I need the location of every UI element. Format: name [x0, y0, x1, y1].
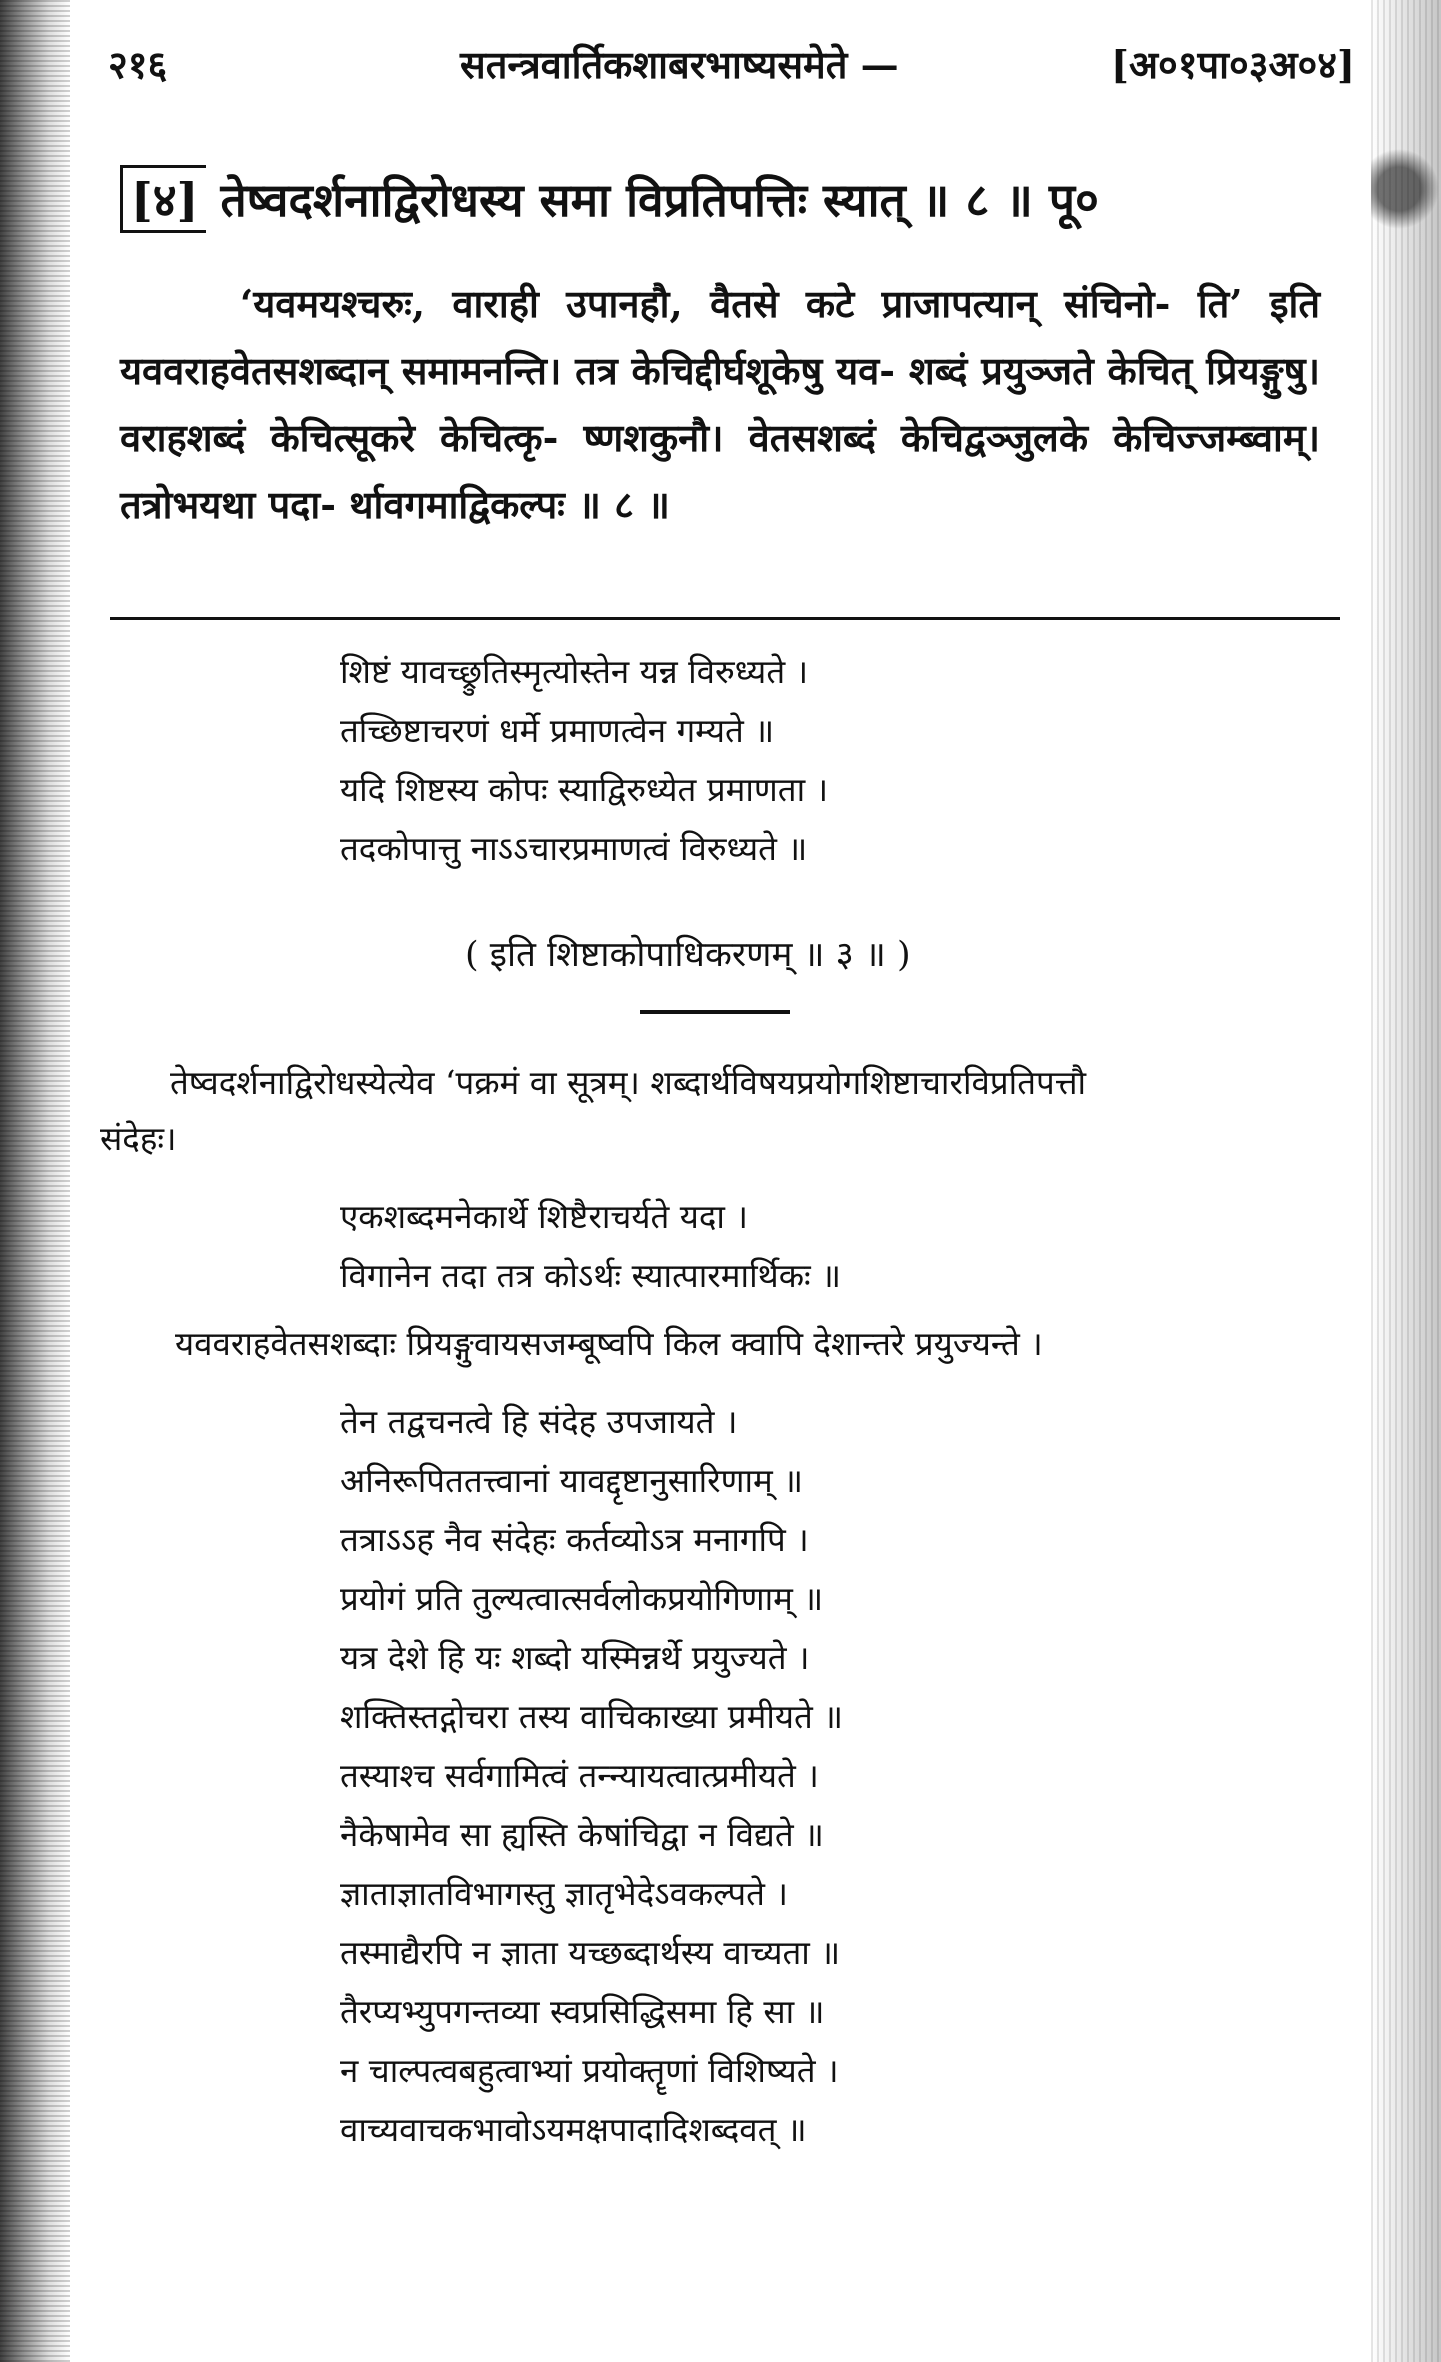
short-divider	[640, 1010, 790, 1014]
verse-line: यदि शिष्टस्य कोपः स्याद्विरुध्येत प्रमाणता ।	[340, 770, 829, 809]
verse-line: तस्याश्च सर्वगामित्वं तन्न्यायत्वात्प्रमीयते ।	[340, 1756, 819, 1795]
prose-line: संदेहः।	[100, 1119, 177, 1158]
verse-line: विगानेन तदा तत्र कोऽर्थः स्यात्पारमार्थिकः ॥	[340, 1256, 841, 1295]
sutra-text: तेष्वदर्शनाद्विरोधस्य समा विप्रतिपत्तिः स्यात् ॥ ८ ॥ पू०	[220, 173, 1099, 227]
prose-paragraph-1	[100, 1055, 1350, 1167]
prose-line: तेष्वदर्शनाद्विरोधस्येत्येव ‘पक्रमं वा सूत्रम्। शब्दार्थविषयप्रयोगशिष्टाचारविप्रतिपत्तौ	[170, 1063, 1087, 1102]
prose-paragraph-2: यववराहवेतसशब्दाः प्रियङ्गुवायसजम्बूष्वपि किल क्वापि देशान्तरे प्रयुज्यन्ते ।	[175, 1324, 1043, 1363]
verse-block-1	[340, 645, 1340, 881]
verse-line: तैरप्यभ्युपगन्तव्या स्वप्रसिद्धिसमा हि सा ॥	[340, 1992, 825, 2031]
verse-line: ज्ञाताज्ञातविभागस्तु ज्ञातृभेदेऽवकल्पते ।	[340, 1874, 788, 1913]
bhashya-line: ति’ इति यववराहवेतसशब्दान् समामनन्ति। तत्र केचिद्दीर्घशूकेषु यव-	[120, 281, 1321, 393]
verse-line: शिष्टं यावच्छ्रुतिस्मृत्योस्तेन यन्न विरुध्यते ।	[340, 652, 809, 691]
scan-shadow-right	[1371, 0, 1441, 2362]
verse-line: अनिरूपिततत्त्वानां यावद्दृष्टानुसारिणाम् ॥	[340, 1461, 804, 1500]
verse-line: शक्तिस्तद्गोचरा तस्य वाचिकाख्या प्रमीयते ॥	[340, 1697, 844, 1736]
verse-line: तच्छिष्टाचरणं धर्मे प्रमाणत्वेन गम्यते ॥	[340, 711, 775, 750]
adhikarana-colophon: ( इति शिष्टाकोपाधिकरणम् ॥ ३ ॥ )	[465, 935, 911, 975]
verse-block-3	[340, 1395, 1340, 2162]
bhashya-line: ष्णशकुनौ। वेतसशब्दं केचिद्वञ्जुलके केचिज्जम्ब्वाम्। तत्रोभयथा पदा-	[120, 415, 1320, 527]
section-reference: [अ०१पा०३अ०४]	[1110, 42, 1355, 87]
verse-line: वाच्यवाचकभावोऽयमक्षपादादिशब्दवत् ॥	[340, 2110, 807, 2149]
verse-line: नैकेषामेव सा ह्यस्ति केषांचिद्वा न विद्यते ॥	[340, 1815, 824, 1854]
bhashya-line: ‘यवमयश्चरुः, वाराही उपानहौ, वैतसे कटे प्राजापत्यान् संचिनो-	[240, 281, 1171, 326]
section-divider	[110, 617, 1340, 620]
sutra-heading	[120, 165, 1350, 233]
page-header	[100, 38, 1355, 108]
running-title: सतन्त्रवार्तिकशाबरभाष्यसमेते —	[460, 42, 899, 87]
verse-line: न चाल्पत्वबहुत्वाभ्यां प्रयोक्तॄणां विशिष्यते ।	[340, 2051, 839, 2090]
verse-line: तत्राऽऽह नैव संदेहः कर्तव्योऽत्र मनागपि ।	[340, 1520, 809, 1559]
verse-block-2	[340, 1190, 1340, 1308]
verse-line: तदकोपात्तु नाऽऽचारप्रमाणत्वं विरुध्यते ॥	[340, 829, 808, 868]
bhashya-commentary	[120, 270, 1320, 538]
sutra-number: [४]	[120, 165, 206, 233]
page-number: २१६	[108, 42, 168, 87]
scan-shadow-left	[0, 0, 70, 2362]
verse-line: तेन तद्वचनत्वे हि संदेह उपजायते ।	[340, 1402, 738, 1441]
verse-line: तस्माद्यैरपि न ज्ञाता यच्छब्दार्थस्य वाच्यता ॥	[340, 1933, 841, 1972]
verse-line: प्रयोगं प्रति तुल्यत्वात्सर्वलोकप्रयोगिणाम् ॥	[340, 1579, 824, 1618]
verse-line: एकशब्दमनेकार्थे शिष्टैराचर्यते यदा ।	[340, 1197, 748, 1236]
bhashya-line: र्थावगमाद्विकल्पः ॥ ८ ॥	[349, 482, 670, 527]
verse-line: यत्र देशे हि यः शब्दो यस्मिन्नर्थे प्रयुज्यते ।	[340, 1638, 810, 1677]
bhashya-line: शब्दं प्रयुञ्जते केचित् प्रियङ्गुषु। वराहशब्दं केचित्सूकरे केचित्कृ-	[120, 348, 1321, 460]
